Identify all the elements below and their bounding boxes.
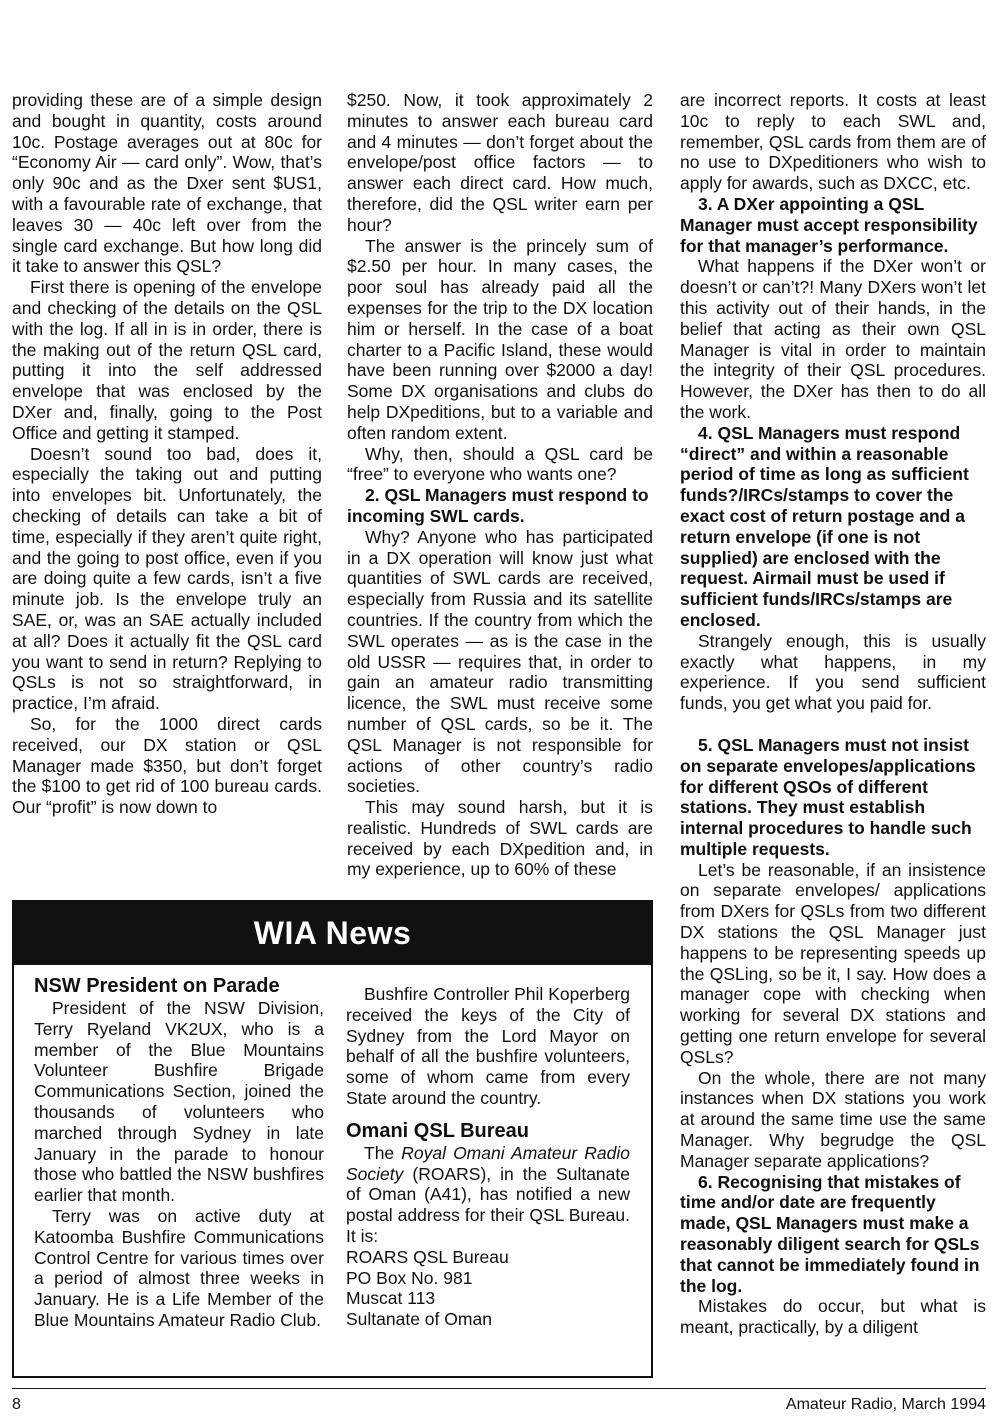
publication-credit: Amateur Radio, March 1994 <box>785 1396 986 1413</box>
address-line: Muscat 113 <box>346 1288 436 1309</box>
wia-news-box <box>12 900 653 1378</box>
address-line: Sultanate of Oman <box>346 1309 492 1330</box>
paragraph: What happens if the DXer won’t or doesn’t or can’t?! Many DXers won’t let this activity out of their hands, in the belief that acting as their own QSL Manager is vital in order to maintain the integrity of their QSL procedures. However, the DXer has then to do all the work. <box>680 256 986 422</box>
paragraph: Doesn’t sound too bad, does it, especially the taking out and putting into envelopes bit. Unfortunately, the checking of details can take a bit of time, especially if they aren’t quite right, and the going to post office, even if you are doing quite a few cards, isn’t a five minute job. Is the envelope truly an SAE, or, was an SAE actually included at all? Does it actually fit the QSL card you want to send in return? Replying to QSLs is not so straightforward, in practice, I’m afraid. <box>12 443 322 714</box>
paragraph: The answer is the princely sum of $2.50 per hour. In many cases, the poor soul has already paid all the expenses for the trip to the DX location him or herself. In the case of a boat charter to a Pacific Island, these would have been running over $2000 a day! Some DX organisations and clubs do help DXpeditions, but to a variable and often random extent. <box>347 235 653 443</box>
paragraph: Why, then, should a QSL card be “free” to everyone who wants one? <box>347 443 653 485</box>
story-heading: Omani QSL Bureau <box>346 1119 530 1142</box>
rule-heading: 4. QSL Managers must respond “direct” and within a reasonable period of time as long as sufficient funds?/IRCs/stamps to cover the exact cost of return postage and a return envelope (if one is not supplied) are enclosed with the request. Airmail must be used if sufficient funds/IRCs/stamps are enclosed. <box>680 422 969 630</box>
paragraph: Why? Anyone who has participated in a DX operation will know just what quantities of SWL cards are received, especially from Russia and its satellite countries. If the country from which the SWL operates — as is the case in the old USSR — requires that, in order to gain an amateur radio transmitting licence, the SWL must receive some number of QSL cards, so be it. The QSL Manager is not responsible for actions of other country’s radio societies. <box>347 526 653 797</box>
paragraph: $250. Now, it took approximately 2 minutes to answer each bureau card and 4 minutes — don’t forget about the envelope/post office factors — to answer each direct card. How much, therefore, did the QSL writer earn per hour? <box>347 90 653 235</box>
footer-divider <box>12 1388 986 1389</box>
paragraph: Let’s be reasonable, if an insistence on separate envelopes/ applications from DXers for QSLs from two different DX stations the QSL Manager just happens to be representing speeds up the QSLing, so be it, I say. How does a manager cope with checking when working for several DX stations and getting one return envelope for several QSLs? <box>680 859 986 1067</box>
text-column-2 <box>347 90 653 880</box>
paragraph: So, for the 1000 direct cards received, our DX station or QSL Manager made $350, but don’t forget the $100 to get rid of 100 bureau cards. Our “profit” is now down to <box>12 713 322 818</box>
paragraph: President of the NSW Division, Terry Ryeland VK2UX, who is a member of the Blue Mountains Volunteer Bushfire Brigade Communications Section, joined the thousands of volunteers who marched through Sydney in late January in the parade to honour those who battled the NSW bushfires earlier that month. <box>34 998 324 1206</box>
address-line: PO Box No. 981 <box>346 1267 473 1288</box>
rule-heading: 6. Recognising that mistakes of time and/or date are frequently made, QSL Managers must make a reasonably diligent search for QSLs that cannot be immediately found in the log. <box>680 1171 980 1296</box>
paragraph: This may sound harsh, but it is realistic. Hundreds of SWL cards are received by each DXpedition and, in my experience, up to 60% of these <box>347 797 653 880</box>
paragraph <box>346 1143 630 1247</box>
bureau-address <box>346 1247 630 1330</box>
wia-news-title: WIA News <box>14 902 651 965</box>
text-run: The <box>364 1142 402 1163</box>
paragraph: Strangely enough, this is usually exactly what happens, in my experience. If you send sufficient funds, you get what you paid for. <box>680 630 986 714</box>
text-column-3 <box>680 90 986 1338</box>
paragraph: First there is opening of the envelope and checking of the details on the QSL with the log. If all in is in order, there is the making out of the return QSL card, putting it into the self addressed envelope that was enclosed by the DXer and, finally, going to the Post Office and getting it stamped. <box>12 277 322 443</box>
address-line: ROARS QSL Bureau <box>346 1246 509 1267</box>
text-run: (ROARS), in the Sultanate of Oman (A41), has notified a new postal address for their QSL Bureau. It is: <box>346 1163 630 1246</box>
wia-news-left-column <box>34 974 324 1331</box>
rule-heading: 5. QSL Managers must not insist on separate envelopes/applications for different QSOs of different stations. They must establish internal procedures to handle such multiple requests. <box>680 734 976 859</box>
wia-news-right-column <box>346 984 630 1330</box>
page-number: 8 <box>12 1396 21 1413</box>
story-heading: NSW President on Parade <box>34 975 280 997</box>
paragraph: Bushfire Controller Phil Koperberg received the keys of the City of Sydney from the Lord Mayor on behalf of all the bushfire volunteers, some of whom came from every State around the country. <box>346 984 630 1108</box>
paragraph: are incorrect reports. It costs at least 10c to reply to each SWL and, remember, QSL cards from them are of no use to DXpeditioners who wish to apply for awards, such as DXCC, etc. <box>680 90 986 194</box>
paragraph: On the whole, there are not many instances when DX stations you work at around the same time use the same Manager. Why begrudge the QSL Manager separate applications? <box>680 1067 986 1171</box>
paragraph: Terry was on active duty at Katoomba Bushfire Communications Control Centre for various times over a period of almost three weeks in January. He is a Life Member of the Blue Mountains Amateur Radio Club. <box>34 1205 324 1330</box>
rule-heading: 3. A DXer appointing a QSL Manager must accept responsibility for that manager’s performance. <box>680 193 978 256</box>
paragraph: Mistakes do occur, but what is meant, practically, by a diligent <box>680 1296 986 1338</box>
text-column-1 <box>12 90 322 818</box>
society-name: Royal Omani Amateur Radio Society <box>346 1142 630 1184</box>
spacer <box>680 714 986 735</box>
paragraph: providing these are of a simple design and bought in quantity, costs around 10c. Postage averages out at 80c for “Economy Air — card only”. Wow, that’s only 90c and as the Dxer sent $US1, with a favourable rate of exchange, that leaves 30 — 40c left over from the single card exchange. But how long did it take to answer this QSL? <box>12 90 322 277</box>
rule-heading: 2. QSL Managers must respond to incoming SWL cards. <box>347 485 649 526</box>
